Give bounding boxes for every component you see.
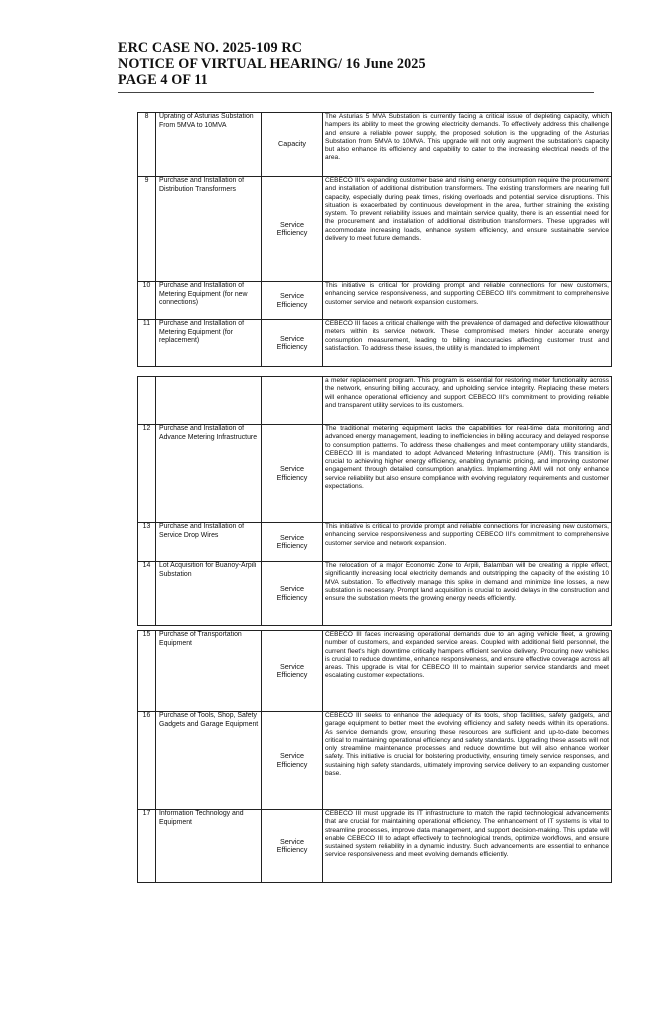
project-category: Service Efficiency xyxy=(262,282,323,320)
project-category: Service Efficiency xyxy=(262,320,323,367)
header-rule xyxy=(118,92,594,93)
project-description: CEBECO III faces a critical challenge with the prevalence of damaged and defective kilowatthour meters within its service network. These compromised meters hinder accurate energy consumption measurement, leading to billing inaccuracies affecting customer trust and satisfaction. To address these issues, the utility is mandated to implement xyxy=(325,320,609,352)
row-number: 8 xyxy=(138,113,156,177)
project-description: This initiative is critical for providing prompt and reliable connections for new customers, enhancing service responsiveness, and supporting CEBECO III's commitment to comprehensive customer service and network expansion customers. xyxy=(325,282,609,306)
project-name: Purchase of Transportation Equipment xyxy=(156,631,262,712)
project-name: Information Technology and Equipment xyxy=(156,810,262,883)
project-description: The Asturias 5 MVA Substation is currently facing a critical issue of depleting capacity, which hampers its ability to meet the growing electricity demands. To effectively address this challenge and ensure a reliable power supply, the proposed solution is the upgrading of the Asturias Substation from 5MVA to 10MVA. This upgrade will not only augment the substation's capacity but also enhance its efficiency and capability to cater to the increasing electrical needs of the area. xyxy=(325,113,609,162)
project-description: CEBECO III seeks to enhance the adequacy of its tools, shop facilities, safety gadgets, and garage equipment to better meet the evolving efficiency and safety needs within its operations. As service demands grow, ensuring these resources are sufficient and up-to-date becomes critical to maintaining operational efficiency and safety standards. Upgrading these assets will not only streamline maintenance processes and reduce downtime but will also enhance worker safety. This initiative is crucial for bolstering productivity, ensuring timely service responses, and sustaining high safety standards, ultimately improving service delivery to an expanding customer base. xyxy=(325,712,609,777)
project-category: Service Efficiency xyxy=(262,562,323,626)
project-category: Service Efficiency xyxy=(262,712,323,810)
row-number: 9 xyxy=(138,177,156,282)
project-name: Purchase of Tools, Shop, Safety Gadgets and Garage Equipment xyxy=(156,712,262,810)
table-row xyxy=(138,377,612,425)
page-number: PAGE 4 OF 11 xyxy=(118,72,208,88)
project-name: Purchase and Installation of Advance Metering Infrastructure xyxy=(156,425,262,523)
project-category: Capacity xyxy=(262,113,323,177)
project-category: Service Efficiency xyxy=(262,523,323,562)
projects-table-1 xyxy=(137,112,612,367)
table-row xyxy=(138,631,612,712)
project-description: This initiative is critical to provide prompt and reliable connections for increasing new customers, enhancing service responsiveness and supporting CEBECO III's commitment to comprehensive customer service and network expansion. xyxy=(325,523,609,547)
project-description: CEBECO III must upgrade its IT infrastructure to match the rapid technological advancements that are crucial for maintaining operational efficiency. The enhancement of IT systems is vital to streamline processes, improve data management, and support decision-making. This update will enable CEBECO III to adapt effectively to technological trends, optimize workflows, and ensure sustained system reliability in a dynamic industry. Such advancements are essential to enhance service responsiveness and meet evolving demands efficiently. xyxy=(325,810,609,859)
row-number: 16 xyxy=(138,712,156,810)
project-description: CEBECO III's expanding customer base and rising energy consumption require the procurement and installation of additional distribution transformers. The existing transformers are nearing full capacity, especially during peak times, risking overloads and potential service disruptions. This situation is exacerbated by continuous development in the area, further straining the existing system. To prevent reliability issues and maintain service quality, there is an essential need for the procurement and installation of additional distribution transformers. These upgrades will accommodate increasing loads, enhance system efficiency, and ensure sustainable service delivery to meet future demands. xyxy=(325,177,609,242)
project-description: The relocation of a major Economic Zone to Arpili, Balamban will be creating a ripple effect, significantly increasing local electricity demands and outstripping the capacity of the existing 10 MVA substation. To effectively manage this spike in demand and minimize line losses, a new substation is necessary. Prompt land acquisition is crucial to avoid delays in the construction and ensure the substation meets the growing energy needs efficiently. xyxy=(325,562,609,602)
case-number: ERC CASE NO. 2025-109 RC xyxy=(118,40,303,56)
row-number: 13 xyxy=(138,523,156,562)
project-name: Lot Acquisition for Buanoy-Arpili Substation xyxy=(156,562,262,626)
table-row xyxy=(138,177,612,282)
project-name: Purchase and Installation of Metering Equipment (for new connections) xyxy=(156,282,262,320)
project-name: Purchase and Installation of Metering Equipment (for replacement) xyxy=(156,320,262,367)
projects-table-2 xyxy=(137,376,612,626)
row-number: 17 xyxy=(138,810,156,883)
table-row xyxy=(138,562,612,626)
row-number: 15 xyxy=(138,631,156,712)
project-name: Uprating of Asturias Substation From 5MVA to 10MVA xyxy=(156,113,262,177)
table-row xyxy=(138,810,612,883)
project-name: Purchase and Installation of Distribution Transformers xyxy=(156,177,262,282)
table-row xyxy=(138,712,612,810)
row-number: 10 xyxy=(138,282,156,320)
project-category xyxy=(262,377,323,425)
table-row xyxy=(138,282,612,320)
row-number: 14 xyxy=(138,562,156,626)
row-number: 11 xyxy=(138,320,156,367)
table-row xyxy=(138,113,612,177)
hearing-notice-title: NOTICE OF VIRTUAL HEARING/ 16 June 2025 xyxy=(118,56,426,72)
row-number xyxy=(138,377,156,425)
projects-table-3 xyxy=(137,630,612,883)
project-description: CEBECO III faces increasing operational demands due to an aging vehicle fleet, a growing number of customers, and expanded service areas. Coupled with additional field personnel, the current fleet's high downtime critically hampers efficient service delivery. Procuring new vehicles is crucial to reduce downtime, enhance responsiveness, and ensure effective coverage across all areas. This upgrade is vital for CEBECO III to maintain superior service standards and meet escalating customer expectations. xyxy=(325,631,609,680)
document-header xyxy=(118,40,598,88)
table-row xyxy=(138,425,612,523)
table-row xyxy=(138,320,612,367)
project-category: Service Efficiency xyxy=(262,631,323,712)
project-name: Purchase and Installation of Service Drop Wires xyxy=(156,523,262,562)
project-category: Service Efficiency xyxy=(262,425,323,523)
project-category: Service Efficiency xyxy=(262,810,323,883)
project-category: Service Efficiency xyxy=(262,177,323,282)
table-row xyxy=(138,523,612,562)
project-description: a meter replacement program. This program is essential for restoring meter functionality across the network, ensuring billing accuracy, and upholding service integrity. Replacing these meters will enhance operational efficiency and support CEBECO III's commitment to providing reliable and transparent utility services to its customers. xyxy=(325,377,609,409)
row-number: 12 xyxy=(138,425,156,523)
project-name xyxy=(156,377,262,425)
project-description: The traditional metering equipment lacks the capabilities for real-time data monitoring and advanced energy management, leading to inefficiencies in billing accuracy and delayed response to consumption patterns. To address these challenges and meet contemporary utility standards, CEBECO III is mandated to adopt Advanced Metering Infrastructure (AMI). This transition is crucial to achieving higher energy efficiency, enabling dynamic pricing, and improving customer engagement through detailed consumption analytics. Implementing AMI will not only enhance service reliability but also ensure compliance with evolving regulatory requirements and customer expectations. xyxy=(325,425,609,490)
